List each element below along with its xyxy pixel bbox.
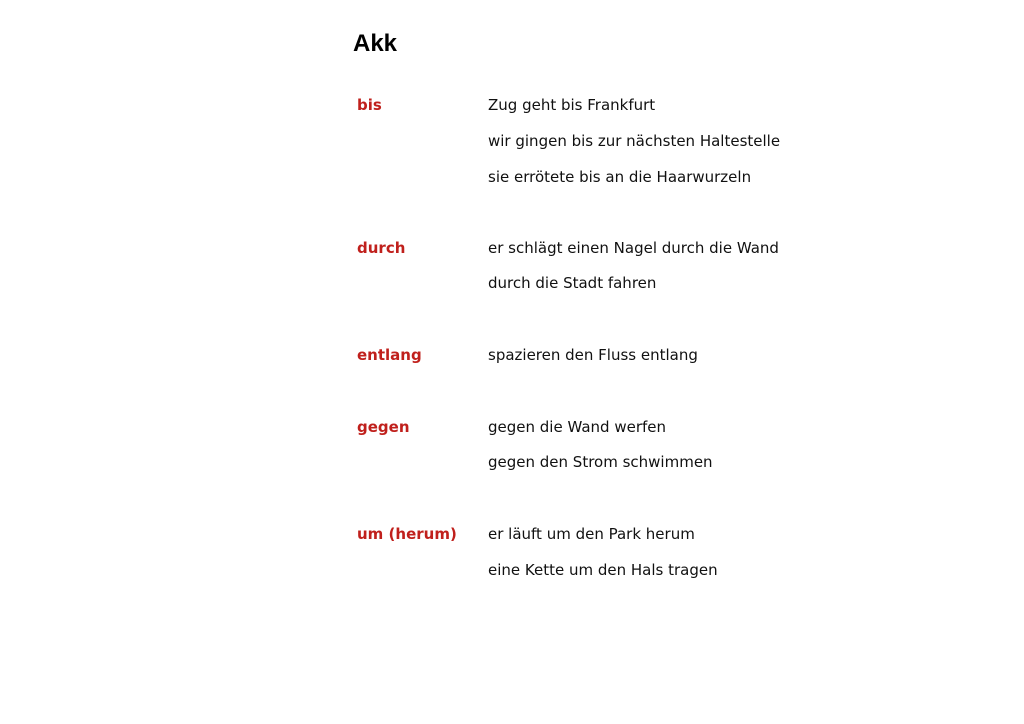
- page-title: Akk: [353, 30, 398, 57]
- example-entlang-1: spazieren den Fluss entlang: [488, 346, 698, 364]
- example-gegen-1: gegen die Wand werfen: [488, 418, 667, 436]
- example-um-herum-2: eine Kette um den Hals tragen: [488, 561, 718, 579]
- preposition-entlang: entlang: [357, 346, 422, 364]
- preposition-durch: durch: [357, 239, 406, 257]
- preposition-bis: bis: [357, 96, 382, 114]
- example-bis-1: Zug geht bis Frankfurt: [488, 96, 656, 114]
- preposition-gegen: gegen: [357, 418, 410, 436]
- example-bis-3: sie errötete bis an die Haarwurzeln: [488, 168, 752, 186]
- example-durch-2: durch die Stadt fahren: [488, 274, 657, 292]
- example-gegen-2: gegen den Strom schwimmen: [488, 453, 713, 471]
- example-um-herum-1: er läuft um den Park herum: [488, 525, 695, 543]
- preposition-um-herum: um (herum): [357, 525, 457, 543]
- example-durch-1: er schlägt einen Nagel durch die Wand: [488, 239, 779, 257]
- example-bis-2: wir gingen bis zur nächsten Haltestelle: [488, 132, 781, 150]
